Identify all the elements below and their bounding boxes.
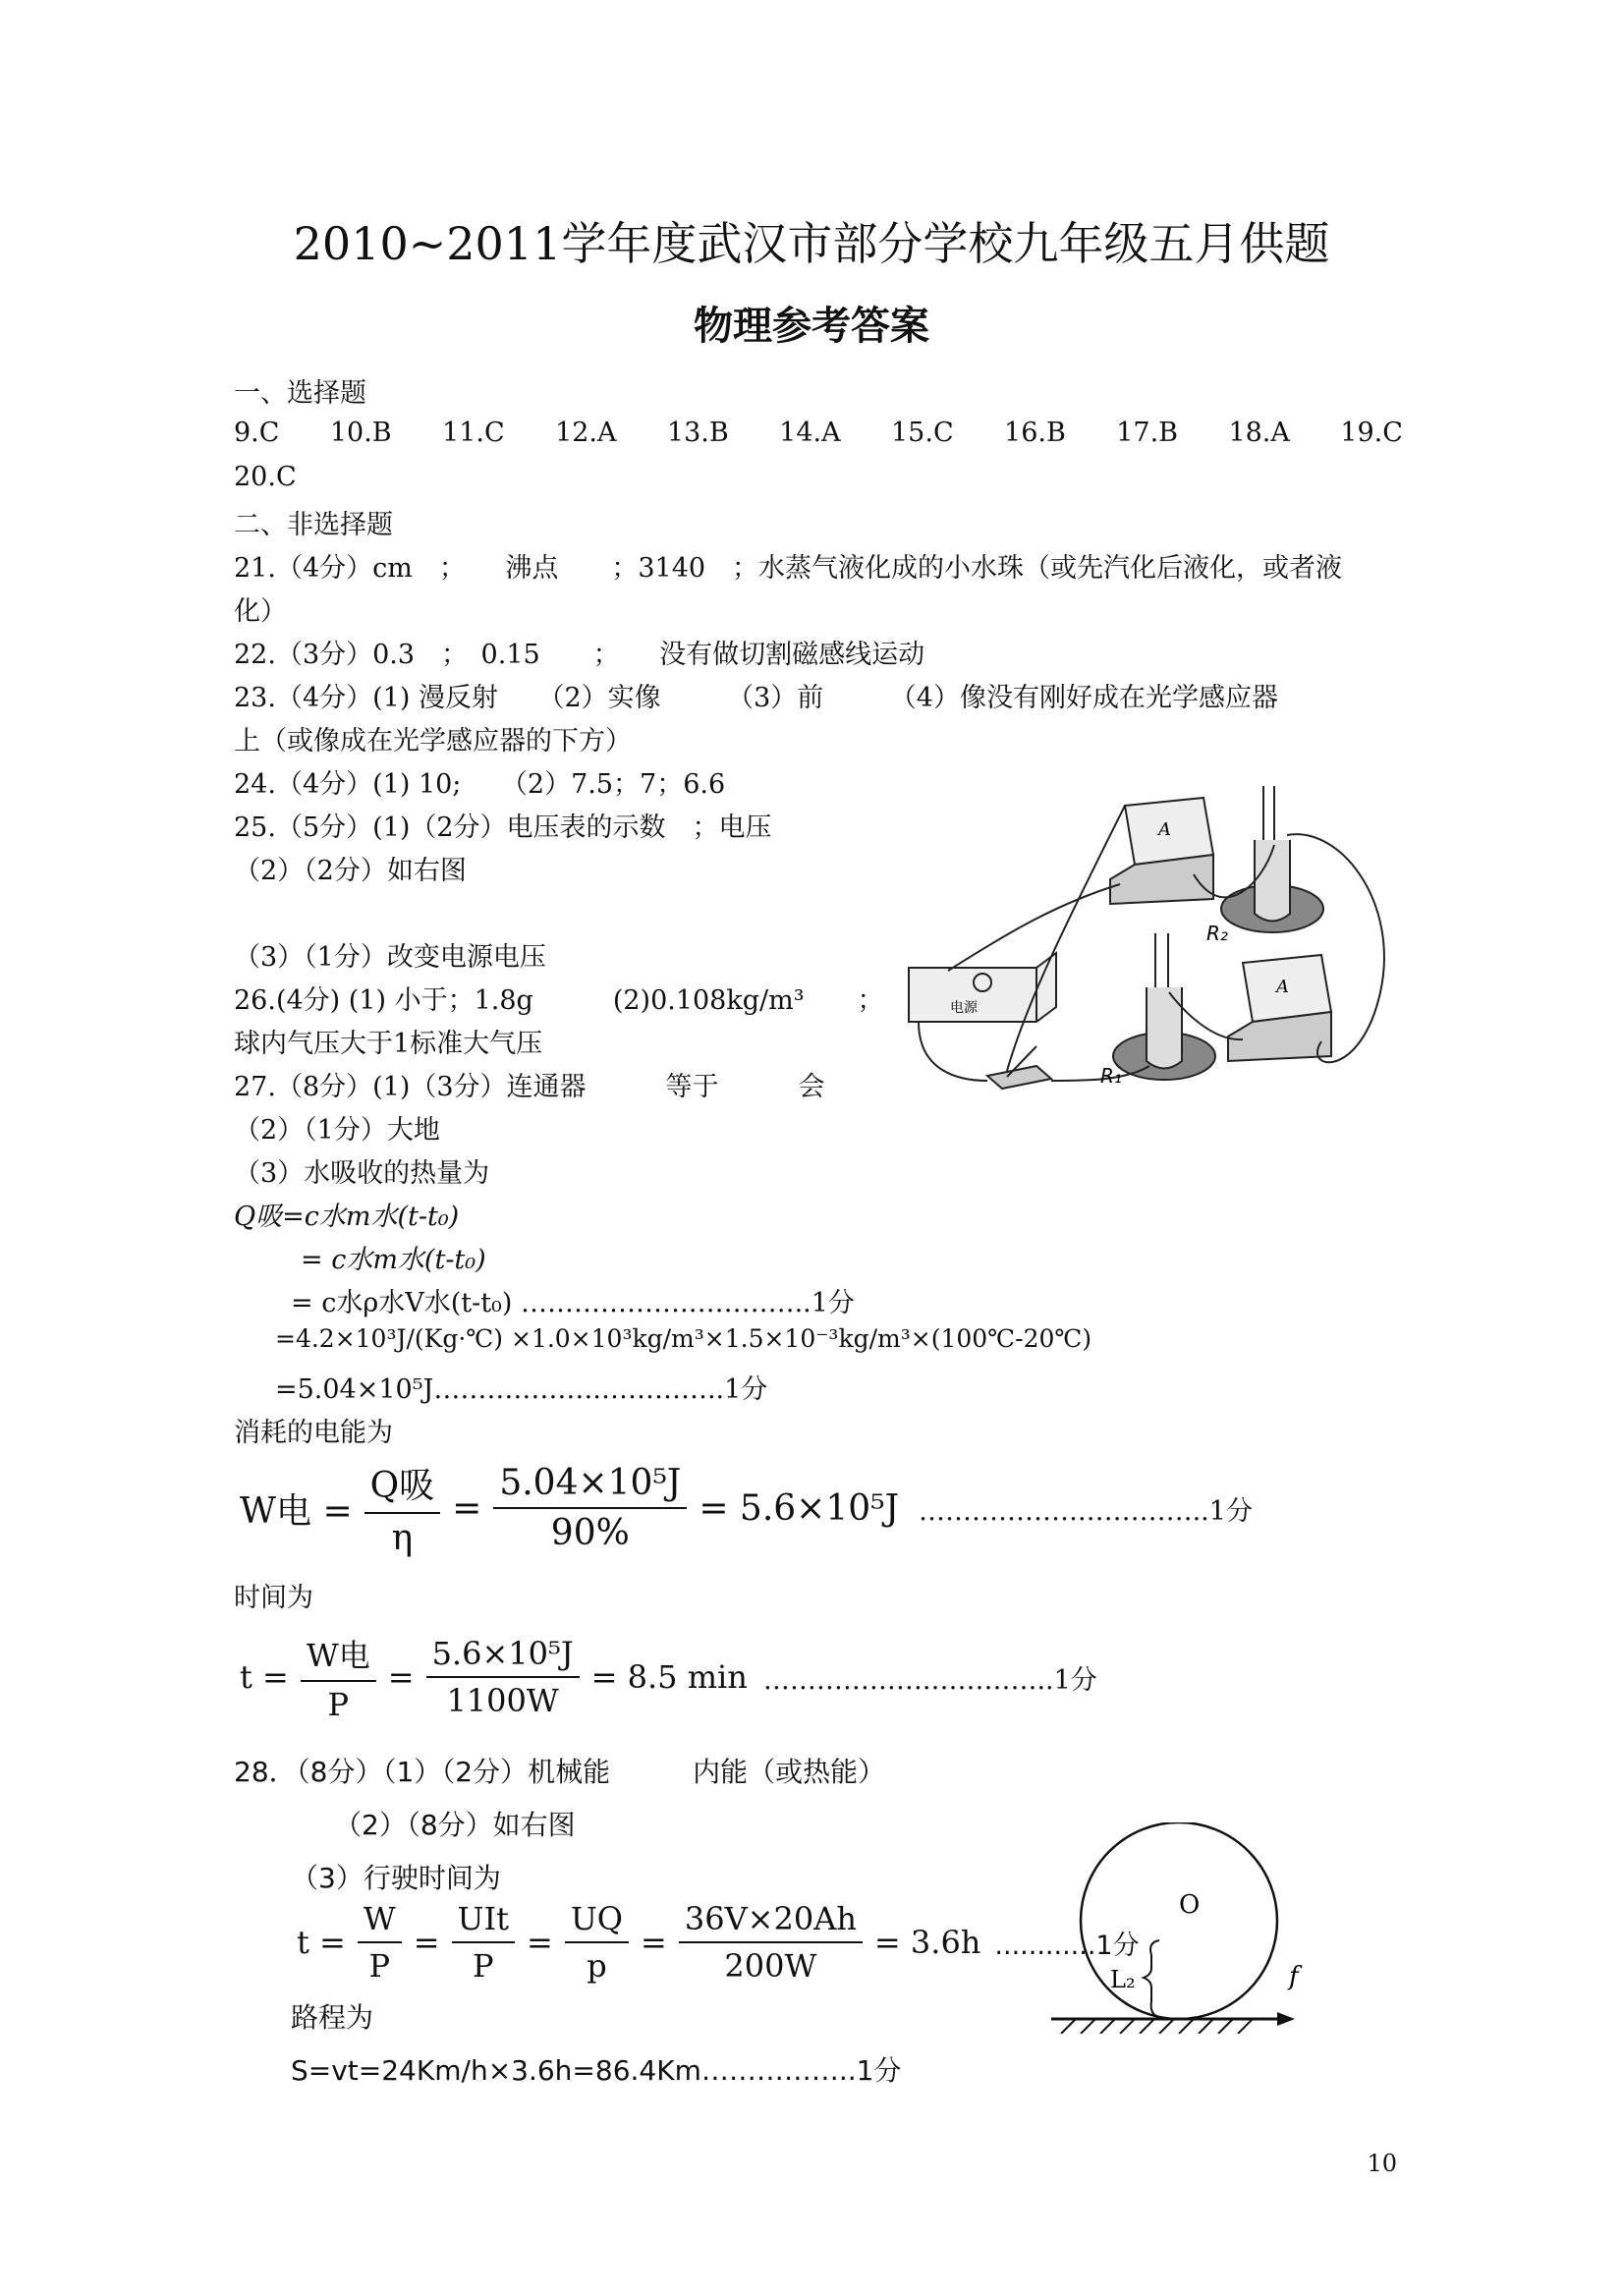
q25-line1: 25.（5分）(1)（2分）电压表的示数 ；电压 [234,812,772,843]
t-frac1-den: P [327,1686,350,1723]
ammeter-label-top: A [1158,819,1171,840]
q28-frac1-num: W [358,1900,402,1943]
q23-line2: 上（或像成在光学感应器的下方） [234,726,632,756]
drive-time-formula: t = $\frac{W}{P}$ = $\frac{\text{UIt}}{P}$ = $\frac{UQ}{p}$ = $\frac{36V\times 20Ah}{200W}$ = 3.6h ............1分 [297,1900,1140,1985]
q21-line1: 21.（4分）cm ； 沸点 ；3140 ；水蒸气液化成的小水珠（或先汽化后液化，或者液 [234,553,1343,584]
source-label: 电源 [950,1000,978,1016]
w-lhs: W电 = [240,1490,353,1532]
q24-line: 24.（4分）(1) 10; （2）7.5；7；6.6 [234,769,726,800]
q27-eq4: =4.2×10³J/(Kg·℃) ×1.0×10³kg/m³×1.5×10⁻³kg/m³×(100℃-20℃) [275,1324,1092,1353]
mc-answer: 18.A [1228,418,1290,448]
q27-eq1: Q吸=c水m水(t-t₀) [234,1202,460,1232]
q21-line2: 化） [234,596,287,627]
circuit-diagram [889,786,1400,1110]
t-frac2 [426,1635,580,1719]
page-number: 10 [1367,2150,1397,2177]
q28-tail: ............1分 [994,1930,1140,1961]
pivot-label: O [1179,1890,1201,1920]
q26-line2: 球内气压大于1标准大气压 [234,1029,543,1059]
mc-answer: 14.A [779,418,841,448]
q27-eq2: = c水m水(t-t₀) [301,1245,486,1275]
q23-line1: 23.（4分）(1) 漫反射 （2）实像 （3）前 （4）像没有刚好成在光学感应器 [234,683,1278,713]
q28-frac2 [452,1900,515,1985]
q28-frac1-den: P [368,1947,391,1985]
q28-frac3-num: UQ [565,1900,629,1943]
q28-line1: 28．（8分）（1）（2分）机械能 内能（或热能） [234,1756,886,1788]
mc-answer: 9.C [234,418,280,448]
q28-line4: 路程为 [291,2001,374,2034]
mc-answer: 10.B [329,418,392,448]
section-nonchoice: 二、非选择题 [234,510,393,540]
energy-formula: W电 = $\frac{\text{Q吸}}{\eta}$ = $\frac{\text{5.04×10⁵J}}{90\%}$ = 5.6×10⁵J ……………….…………..1分 [234,1458,1259,1558]
q28-frac2-num: UIt [452,1900,515,1943]
ammeter-label-bottom: A [1276,977,1289,997]
q28-line2: （2）（8分）如右图 [334,1809,576,1841]
mc-answer: 15.C [891,418,954,448]
q28-frac2-den: P [473,1947,494,1985]
q27-line2: （2）（1分）大地 [234,1115,440,1146]
t-frac1 [301,1631,376,1723]
q27-eq5: =5.04×10⁵J……………….…………..1分 [275,1374,768,1405]
r1-label: R₁ [1100,1064,1122,1088]
q27-eq3: = c水ρ水V水(t-t₀) ……………….…………..1分 [291,1288,855,1318]
q28-line3: （3）行驶时间为 [291,1862,501,1894]
q27-line1: 27.（8分）(1)（3分）连通器 等于 会 [234,1072,825,1102]
q28-frac1 [358,1900,402,1985]
q22-line: 22.（3分）0.3 ； 0.15 ； 没有做切割磁感线运动 [234,640,925,670]
q28-frac4 [679,1900,863,1985]
mc-answer: 11.C [442,418,505,448]
q27-line3: （3）水吸收的热量为 [234,1158,490,1189]
q28-frac4-num: 36V×20Ah [679,1900,863,1943]
t-tail: ……………….…………..1分 [762,1664,1097,1696]
q28-t-lhs: t = [297,1924,346,1961]
time-formula: t = $\frac{\text{W电}}{P}$ = $\frac{\text{5.6×10⁵J}}{1100W}$ = 8.5 min ……………….…………..1分 [234,1631,1103,1723]
q28-frac3-den: p [587,1947,607,1985]
q25-line3: （3）（1分）改变电源电压 [234,942,546,973]
t-frac2-num: 5.6×10⁵J [426,1635,580,1678]
q27-line4: 消耗的电能为 [234,1418,393,1448]
page-title: 2010~2011学年度武汉市部分学校九年级五月供题 [293,217,1330,270]
force-label: f [1289,1962,1299,1991]
r2-label: R₂ [1206,922,1228,945]
w-frac2-num: 5.04×10⁵J [493,1463,687,1509]
q27-line5: 时间为 [234,1583,313,1613]
mc-answer: 13.B [666,418,729,448]
mc-answer-last: 20.C [234,462,297,492]
mc-answer: 12.A [555,418,617,448]
w-tail: ……………….…………..1分 [919,1495,1253,1527]
arm-label: L₂ [1110,1966,1136,1993]
q25-line2: （2）（2分）如右图 [234,856,467,886]
mc-answer: 17.B [1116,418,1179,448]
t-lhs: t = [240,1658,289,1696]
w-frac1 [364,1458,441,1558]
q28-line5: S=vt=24Km/h×3.6h=86.4Km……………..1分 [291,2054,902,2087]
section-choice: 一、选择题 [234,378,366,409]
w-frac1-den: η [391,1518,414,1558]
q26-line1: 26.(4分) (1) 小于；1.8g (2)0.108kg/m³ ； [234,985,884,1016]
t-frac2-den: 1100W [446,1682,559,1719]
mc-answer: 19.C [1340,418,1403,448]
q28-frac4-den: 200W [724,1947,817,1985]
w-frac2-den: 90% [550,1513,630,1553]
w-rhs: = 5.6×10⁵J [699,1487,900,1529]
wheel-diagram [1041,1822,1326,2034]
mc-answers [234,418,1403,448]
mc-answer: 16.B [1004,418,1066,448]
q28-rhs: = 3.6h [873,1924,981,1961]
t-rhs: = 8.5 min [590,1658,748,1696]
t-frac1-num: W电 [301,1631,376,1682]
page-subtitle: 物理参考答案 [694,304,929,349]
w-frac1-num: Q吸 [364,1458,441,1514]
w-frac2 [493,1463,687,1553]
q28-frac3 [565,1900,629,1985]
